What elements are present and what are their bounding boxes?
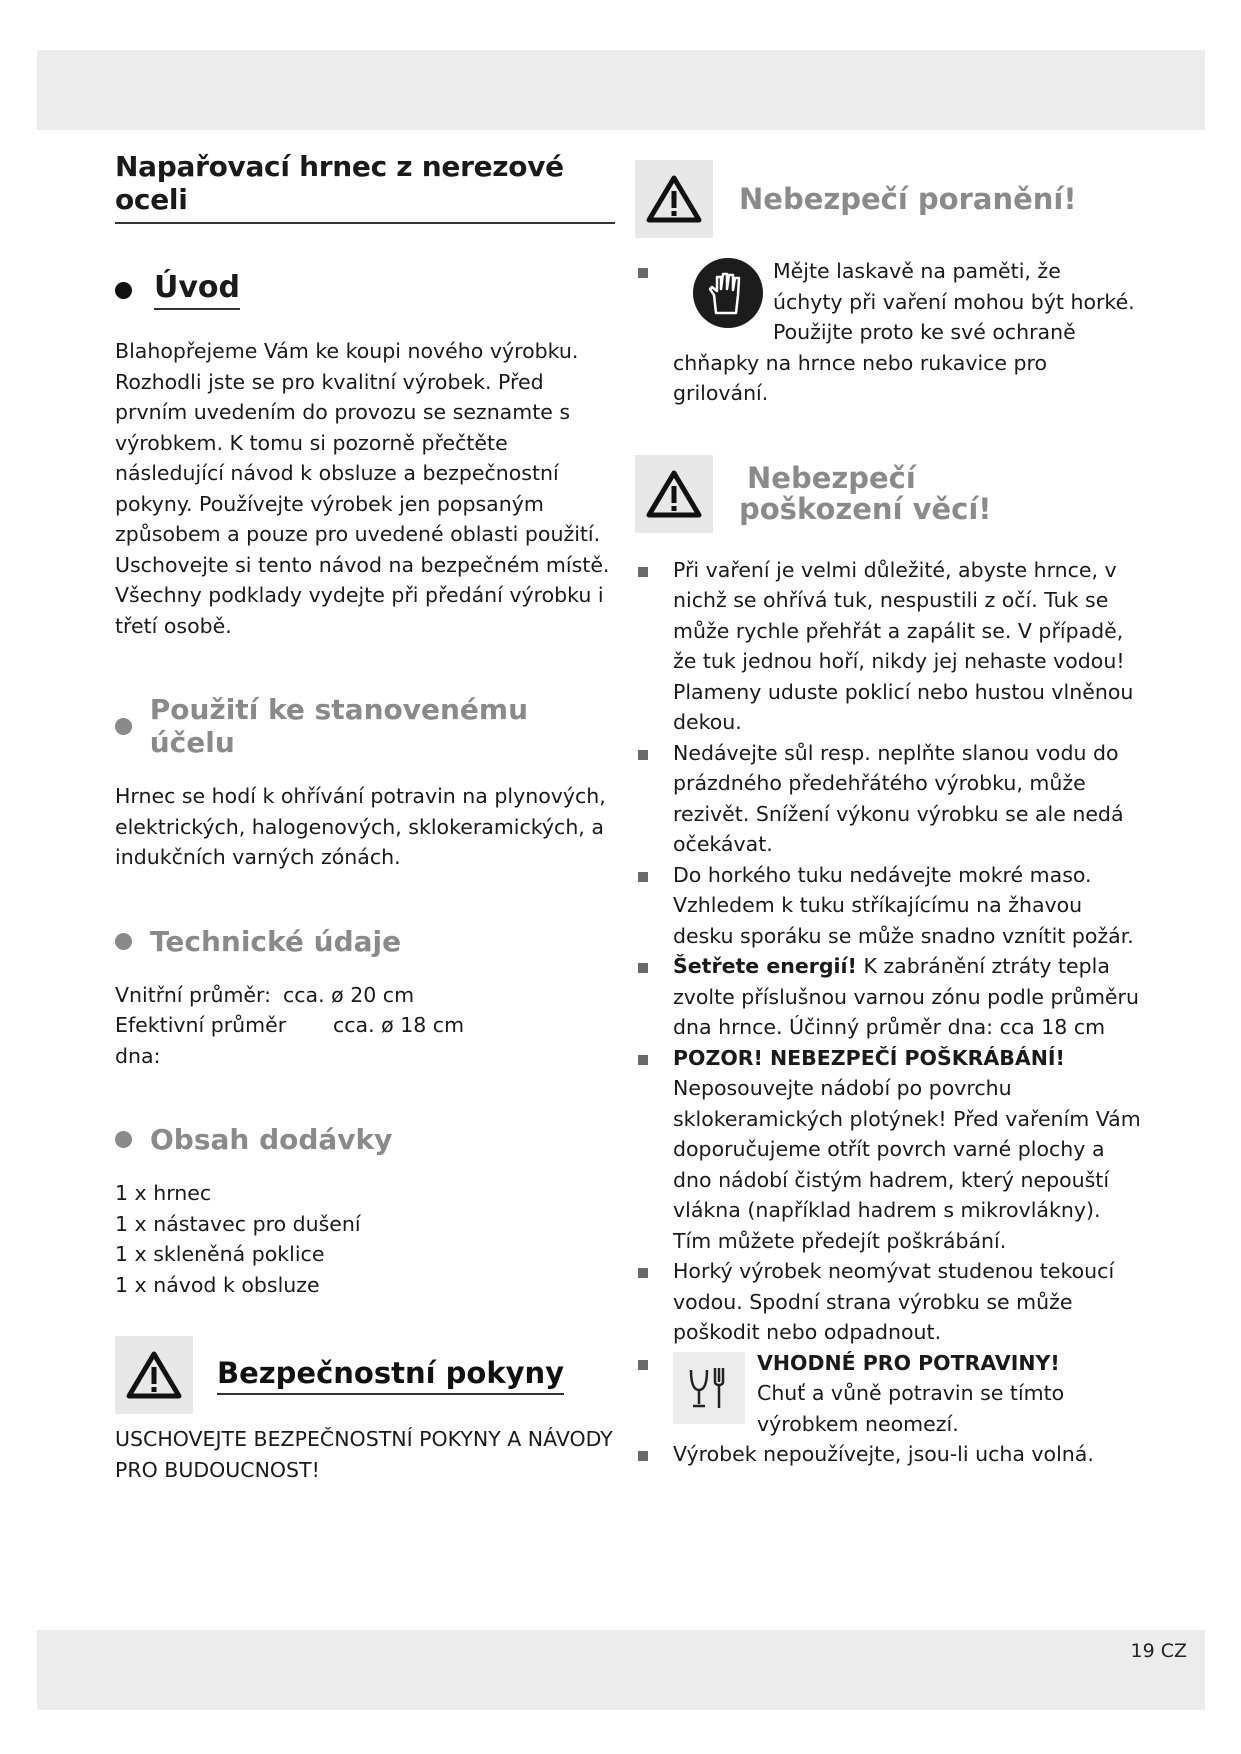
damage-heading-line2: poškození věcí! [739, 491, 992, 526]
use-text: Hrnec se hodí k ohřívání potravin na plynových, elektrických, halogenových, sklokeramických, a indukčních varných zónách. [115, 784, 606, 869]
intro-heading [115, 270, 615, 310]
tech-value: cca. ø 18 cm [333, 1013, 465, 1037]
list-item-text: Při vaření je velmi důležité, abyste hrnce, v nichž se ohřívá tuk, nespustili z očí. Tuk se může rychle přehřát a zapálit se. V případě, že tuk jednou hoří, nikdy jej nehaste vodou! Plameny uduste poklicí nebo hustou vlněnou dekou. [673, 557, 1134, 734]
contents-heading [115, 1123, 615, 1156]
bullet-dot-icon [115, 933, 132, 950]
food-safe-text: Chuť a vůně potravin se tímto výrobkem neomezí. [757, 1381, 1065, 1436]
list-item: 1 x hrnec [115, 1181, 212, 1205]
bullet-dot-icon [115, 282, 132, 299]
bullet-square-icon [638, 963, 648, 973]
damage-heading [635, 455, 1145, 533]
tech-value: cca. ø 20 cm [283, 982, 415, 1007]
warning-icon [115, 1336, 193, 1414]
glove-icon [693, 258, 763, 328]
header-band [37, 50, 1205, 130]
injury-text: Mějte laskavě na paměti, že úchyty při vaření mohou být horké. Použijte proto ke své ochraně chňapky na hrnce nebo rukavice pro grilování. [673, 259, 1135, 405]
safety-heading-text: Bezpečnostní pokyny [217, 1356, 564, 1395]
list-item-text: Neposouvejte nádobí po povrchu sklokeramických plotýnek! Před vařením Vám doporučujeme otřít povrch varné plochy a dno nádobí čistým hadrem, který nepouští vlákna (například hadrem s mikrovlákny). Tím můžete předejít poškrábání. [673, 1076, 1141, 1253]
injury-heading [635, 160, 1145, 238]
right-column [635, 160, 1145, 1470]
list-item-text: Horký výrobek neomývat studenou tekoucí vodou. Spodní strana výrobku se může poškodit nebo odpadnout. [673, 1259, 1115, 1344]
warning-icon [635, 455, 713, 533]
tech-row [115, 980, 615, 1011]
food-safe-icon [673, 1352, 745, 1424]
list-item: 1 x skleněná poklice [115, 1242, 325, 1266]
bullet-square-icon [638, 1055, 648, 1065]
list-item [635, 1256, 1145, 1348]
tech-heading-text: Technické údaje [150, 924, 402, 958]
list-item [635, 738, 1145, 860]
food-safe-heading: VHODNÉ PRO POTRAVINY! [757, 1350, 1060, 1375]
tech-row [115, 1010, 615, 1071]
tech-label: Vnitřní průměr: [115, 982, 272, 1007]
list-item [635, 1043, 1145, 1257]
list-item-text: Výrobek nepoužívejte, jsou-li ucha volná. [673, 1442, 1094, 1466]
list-item-text: Nedávejte sůl resp. neplňte slanou vodu do prázdného předehřátého výrobku, může rezivět. Snížení výkonu výrobku se ale nedá očekávat. [673, 740, 1124, 856]
document-title: Napařovací hrnec z nerezové oceli [115, 150, 615, 224]
tech-heading [115, 925, 615, 958]
bullet-square-icon [638, 872, 648, 882]
injury-item [635, 256, 1145, 409]
list-item: 1 x nástavec pro dušení [115, 1211, 361, 1236]
use-heading [115, 693, 615, 759]
bullet-square-icon [638, 1451, 648, 1461]
contents-heading-text: Obsah dodávky [150, 1123, 393, 1156]
bullet-dot-icon [115, 718, 132, 735]
safety-heading [115, 1336, 615, 1414]
left-column [115, 150, 615, 1485]
bullet-square-icon [638, 567, 648, 577]
list-item-bold: POZOR! NEBEZPEČÍ POŠKRÁBÁNÍ! [673, 1045, 1065, 1070]
list-item-bold: Šetřete energií! [673, 954, 857, 978]
footer-band [37, 1630, 1205, 1710]
contents-list [115, 1178, 615, 1300]
list-item [635, 1439, 1145, 1470]
list-item [635, 951, 1145, 1043]
damage-heading-line1: Nebezpečí [747, 460, 916, 495]
bullet-square-icon [638, 1360, 648, 1370]
list-item: 1 x návod k obsluze [115, 1272, 320, 1297]
list-item [635, 860, 1145, 952]
tech-label: Efektivní průměr dna: [115, 1013, 287, 1068]
intro-text: Blahopřejeme Vám ke koupi nového výrobku. Rozhodli jste se pro kvalitní výrobek. Před prvním uvedením do provozu se seznamte s výrobkem. K tomu si pozorně přečtěte následující návod k obsluze a bezpečnostní pokyny. Používejte výrobek jen popsaným způsobem a pouze pro uvedené oblasti použití. Uschovejte si tento návod na bezpečném místě. Všechny podklady vydejte při předání výrobku i třetí osobě. [115, 339, 610, 638]
list-item [635, 1348, 1145, 1440]
bullet-dot-icon [115, 1131, 132, 1148]
bullet-square-icon [638, 1268, 648, 1278]
bullet-square-icon [638, 750, 648, 760]
safety-text: USCHOVEJTE BEZPEČNOSTNÍ POKYNY A NÁVODY PRO BUDOUCNOST! [115, 1427, 613, 1482]
page-number: 19 CZ [1130, 1640, 1187, 1662]
injury-heading-text: Nebezpečí poranění! [739, 181, 1077, 216]
use-heading-text: Použití ke stanovenému účelu [149, 693, 529, 759]
list-item-text: Do horkého tuku nedávejte mokré maso. Vzhledem k tuku stříkajícímu na žhavou desku sporáku se může snadno vznítit požár. [673, 862, 1134, 948]
list-item-text: K zabránění ztráty tepla zvolte příslušnou varnou zónu podle průměru dna hrnce. Účinný průměr dna: cca 18 cm [673, 954, 1139, 1039]
warning-icon [635, 160, 713, 238]
tech-table [115, 980, 615, 1072]
list-item [635, 555, 1145, 738]
bullet-square-icon [638, 268, 648, 278]
intro-heading-text: Úvod [154, 270, 240, 310]
damage-list [635, 555, 1145, 1470]
